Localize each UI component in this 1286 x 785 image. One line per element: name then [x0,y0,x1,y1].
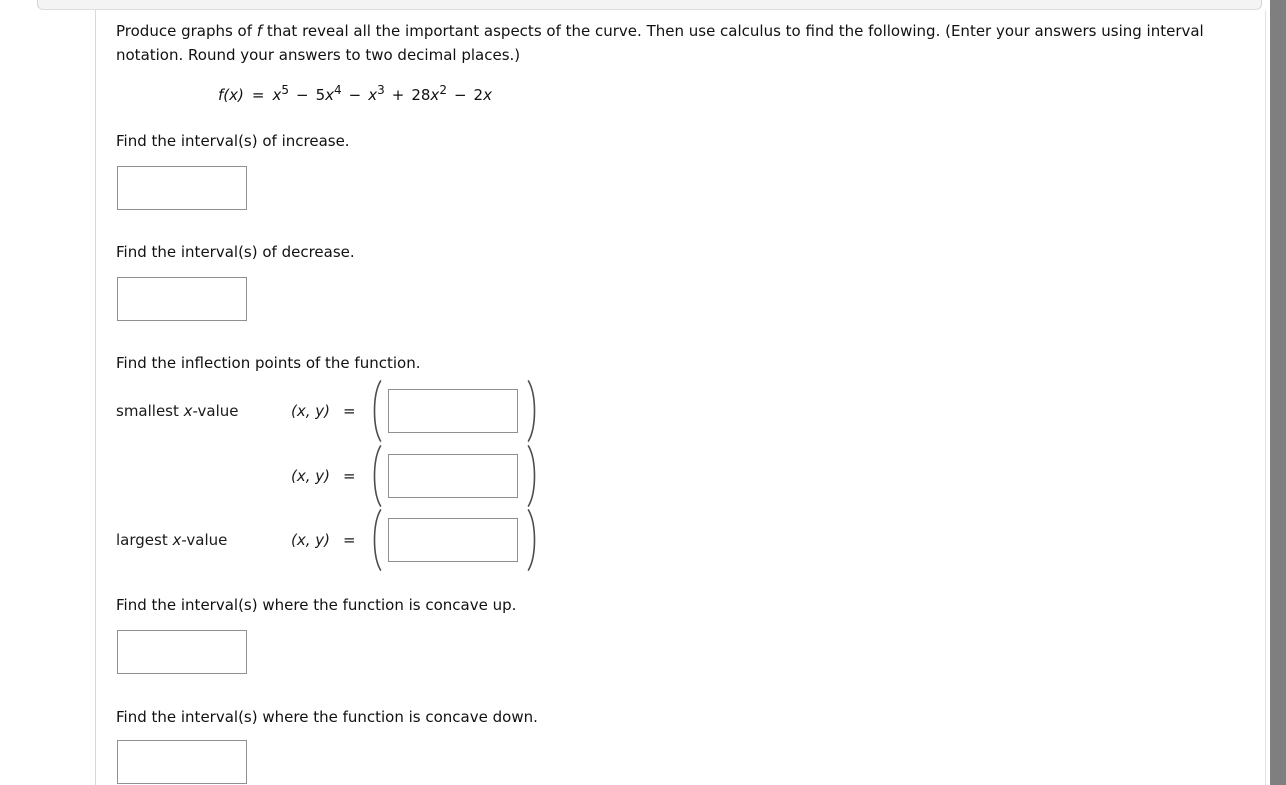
open-paren-icon [367,380,384,442]
inflection-point-input-largest[interactable] [388,518,518,562]
formula-operator-1: − [295,86,309,104]
formula-term-5: 2x [473,86,492,104]
formula-term-1: $x^5$ [272,83,289,104]
problem-statement [116,20,1244,67]
concave-down-interval-input[interactable] [117,740,247,784]
statement-suffix: that reveal all the important aspects of the curve. Then use calculus to find the following. (Enter your answers using interval notation. Round your answers to two decimal places.) [116,22,1204,64]
equals-sign: = [343,467,356,485]
close-paren-icon [525,380,542,442]
open-paren-icon [367,445,384,507]
inflection-point-row-largest [116,509,716,571]
vertical-scrollbar[interactable] [1270,0,1286,785]
concave-up-question-label: Find the interval(s) where the function is concave up. [116,596,517,614]
inflection-point-row-middle [116,445,716,507]
function-formula [218,83,492,104]
panel-left-border [95,10,96,785]
panel-top-edge [37,0,1262,10]
inflection-point-input-middle[interactable] [388,454,518,498]
formula-equals: = [251,86,265,104]
formula-operator-4: − [453,86,467,104]
xy-label: (x, y) [291,402,330,420]
equals-sign: = [343,531,356,549]
formula-operator-2: − [348,86,362,104]
decrease-question-label: Find the interval(s) of decrease. [116,243,355,261]
equals-sign: = [343,402,356,420]
inflection-point-input-smallest[interactable] [388,389,518,433]
close-paren-icon [525,445,542,507]
concave-up-interval-input[interactable] [117,630,247,674]
decrease-interval-input[interactable] [117,277,247,321]
xy-label: (x, y) [291,531,330,549]
concave-down-question-label: Find the interval(s) where the function is concave down. [116,708,538,726]
inflection-question-label: Find the inflection points of the function. [116,354,421,372]
increase-interval-input[interactable] [117,166,247,210]
open-paren-icon [367,509,384,571]
problem-content [116,20,1246,785]
close-paren-icon [525,509,542,571]
formula-term-2: $5x^4$ [315,83,342,104]
formula-term-3: $x^3$ [368,83,385,104]
row-side-label: smallest x-value [116,402,239,420]
formula-term-4: $28x^2$ [411,83,447,104]
statement-prefix: Produce graphs of [116,22,257,40]
inflection-point-row-smallest [116,380,716,442]
statement-f-variable: f [256,22,263,40]
row-side-label: largest x-value [116,531,228,549]
formula-operator-3: + [391,86,405,104]
panel-right-border [1265,10,1266,785]
increase-question-label: Find the interval(s) of increase. [116,132,350,150]
xy-label: (x, y) [291,467,330,485]
formula-lhs: f(x) [218,86,244,104]
